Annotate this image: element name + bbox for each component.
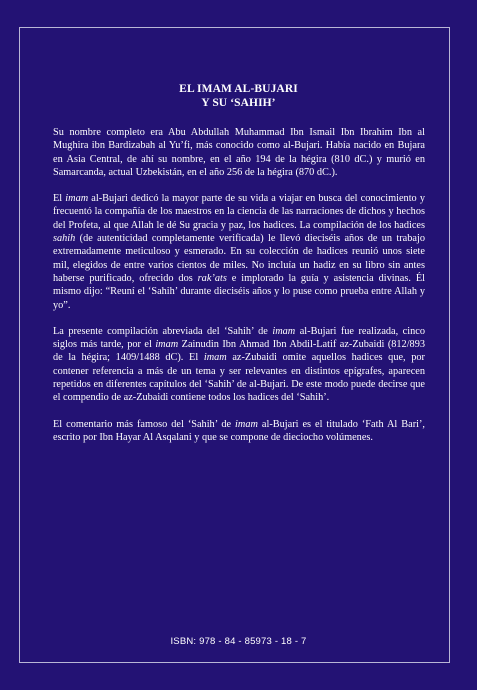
- text-run: al-Bujari es el titulado ‘Fath Al Bari’, escrito por Ibn Hayar Al Asqalani y que se compone de dieciocho volúmenes.: [53, 418, 425, 443]
- italic-term: sahih: [53, 233, 76, 245]
- italic-term: imam: [272, 325, 296, 337]
- text-run: az-Zubaidi omite aquellos hadices que, por contener referencia a más de un tema y ser relevantes en distintos epígrafes, aparecen repetidos en diferentes capítulos del ‘Sahih’ de al-Bujari. De este modo puede decirse que el compendio de az-Zubaidi contiene todos los hadices del ‘Sahih’.: [53, 352, 425, 404]
- text-run: El: [53, 193, 66, 205]
- paragraph: [53, 325, 425, 405]
- italic-term: imam: [155, 339, 179, 351]
- page-title: [0, 82, 477, 110]
- text-run: Su nombre completo era Abu Abdullah Muhammad Ibn Ismail Ibn Ibrahim Ibn al Mughira ibn Bardizabah al Yu’fi, más conocido como al-Bujari. Había nacido en Bujara en Asia Central, de ahí su nombre, en el año 194 de la hégira (810 dC.) y murió en Samarcanda, actual Uzbekistán, en el año 256 de la hégira (870 dC.).: [53, 127, 425, 178]
- text-run: Zainudin Ibn Ahmad Ibn Abdil-Latif az-Zubaidi (812/893 de la hégira; 1409/1488 dC). El: [53, 339, 425, 364]
- paragraph: [53, 192, 425, 312]
- text-run: El comentario más famoso del ‘Sahih’ de: [53, 418, 236, 430]
- title-line-2: Y SU ‘SAHIH’: [201, 97, 276, 109]
- italic-term: rak’ats: [197, 272, 227, 284]
- text-run: al-Bujari fue realizada, cinco siglos más tarde, por el: [53, 325, 425, 351]
- isbn-line: ISBN: 978 - 84 - 85973 - 18 - 7: [170, 636, 307, 647]
- text-run: La presente compilación abreviada del ‘Sahih’ de: [53, 325, 273, 337]
- body-text: [53, 126, 425, 457]
- text-run: al-Bujari dedicó la mayor parte de su vida a viajar en busca del conocimiento y frecuentó la compañía de los maestros en la ciencia de las narraciones de dichos y hechos del Profeta, al que Allah le dé Su gracia y paz, los hadices. La compilación de los hadices: [53, 193, 425, 231]
- italic-term: imam: [235, 418, 258, 430]
- title-line-1: EL IMAM AL-BUJARI: [179, 83, 298, 95]
- text-run: (de autenticidad completamente verificada) le llevó dieciséis años de un trabajo extremadamente meticuloso y esmerado. En su colección de hadices reunió unos siete mil, elegidos de entre varios cientos de miles. No incluía un hadiz en su libro sin antes haberse purificado, ofrecido dos: [53, 233, 425, 284]
- paragraph: [53, 418, 425, 445]
- text-run: e implorado la guía y asistencia divinas. Él mismo dijo: “Reuní el ‘Sahih’ durante dieciséis años y lo puse como prueba entre Allah y yo”.: [53, 272, 425, 311]
- paragraph: [53, 126, 425, 179]
- italic-term: imam: [65, 193, 89, 205]
- italic-term: imam: [203, 352, 227, 364]
